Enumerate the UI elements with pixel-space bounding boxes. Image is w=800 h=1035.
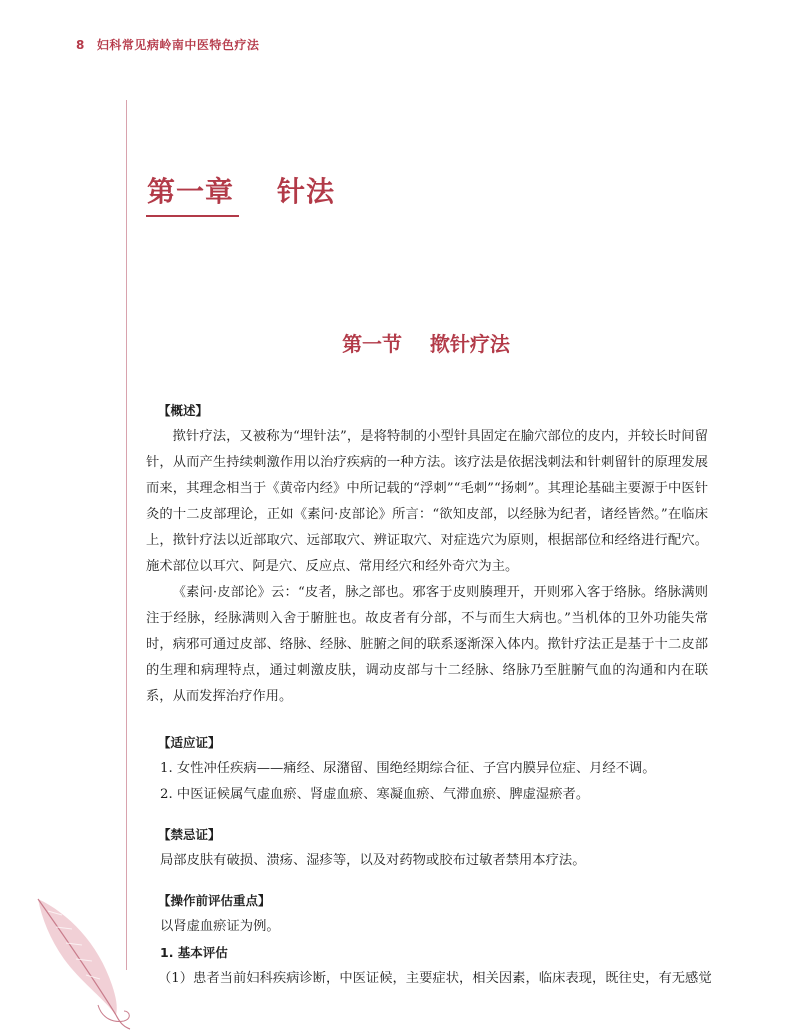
indication-item-2: 2. 中医证候属气虚血瘀、肾虚血瘀、寒凝血瘀、气滞血瘀、脾虚湿瘀者。 xyxy=(160,787,590,802)
overview-paragraph-1: 揿针疗法，又被称为“埋针法”，是将特制的小型针具固定在腧穴部位的皮内，并较长时间留针，从而产生持续刺激作用以治疗疾病的一种方法。该疗法是依据浅刺法和针刺留针的原理发展而来，其理念相当于《黄帝内经》中所记载的“浮刺”“毛刺”“扬刺”。其理论基础主要源于中医针灸的十二皮部理论，正如《素问·皮部论》所言：“欲知皮部，以经脉为纪者，诸经皆然。”在临床上，揿针疗法以近部取穴、远部取穴、辨证取穴、对症选穴为原则，根据部位和经络进行配穴。施术部位以耳穴、阿是穴、反应点、常用经穴和经外奇穴为主。 xyxy=(146,429,708,574)
assessment-item-1: （1）患者当前妇科疾病诊断，中医证候，主要症状，相关因素，临床表现，既往史，有无感觉 xyxy=(158,971,712,986)
page-number: 8 xyxy=(76,38,85,52)
feather-quill-icon xyxy=(28,893,138,1035)
pre-assessment-heading: 【操作前评估重点】 xyxy=(158,893,271,908)
basic-assessment-heading: 1. 基本评估 xyxy=(160,945,228,960)
indications-heading: 【适应证】 xyxy=(158,735,221,750)
pre-assessment-intro: 以肾虚血瘀证为例。 xyxy=(160,919,280,934)
section-title: 第一节 揿针疗法 xyxy=(342,332,510,356)
indication-item-1: 1. 女性冲任疾病——痛经、尿潴留、围绝经期综合征、子宫内膜异位症、月经不调。 xyxy=(160,761,656,776)
running-header xyxy=(76,36,259,53)
vertical-rule xyxy=(126,100,127,970)
book-title: 妇科常见病岭南中医特色疗法 xyxy=(96,38,260,52)
chapter-title: 第一章 针法 xyxy=(147,175,335,208)
body-content xyxy=(146,398,712,992)
contraindications-text: 局部皮肤有破损、溃疡、湿疹等，以及对药物或胶布过敏者禁用本疗法。 xyxy=(160,853,586,868)
overview-heading: 【概述】 xyxy=(158,403,209,418)
overview-paragraph-2: 《素问·皮部论》云：“皮者，脉之部也。邪客于皮则腠理开，开则邪入客于络脉。络脉满则注于经脉，经脉满则入舍于腑脏也。故皮者有分部，不与而生大病也。”当机体的卫外功能失常时，病邪可通过皮部、络脉、经脉、脏腑之间的联系逐渐深入体内。揿针疗法正是基于十二皮部的生理和病理特点，通过刺激皮肤，调动皮部与十二经脉、络脉乃至脏腑气血的沟通和内在联系，从而发挥治疗作用。 xyxy=(146,585,708,704)
contraindications-heading: 【禁忌证】 xyxy=(158,827,221,842)
chapter-underline xyxy=(146,215,239,217)
